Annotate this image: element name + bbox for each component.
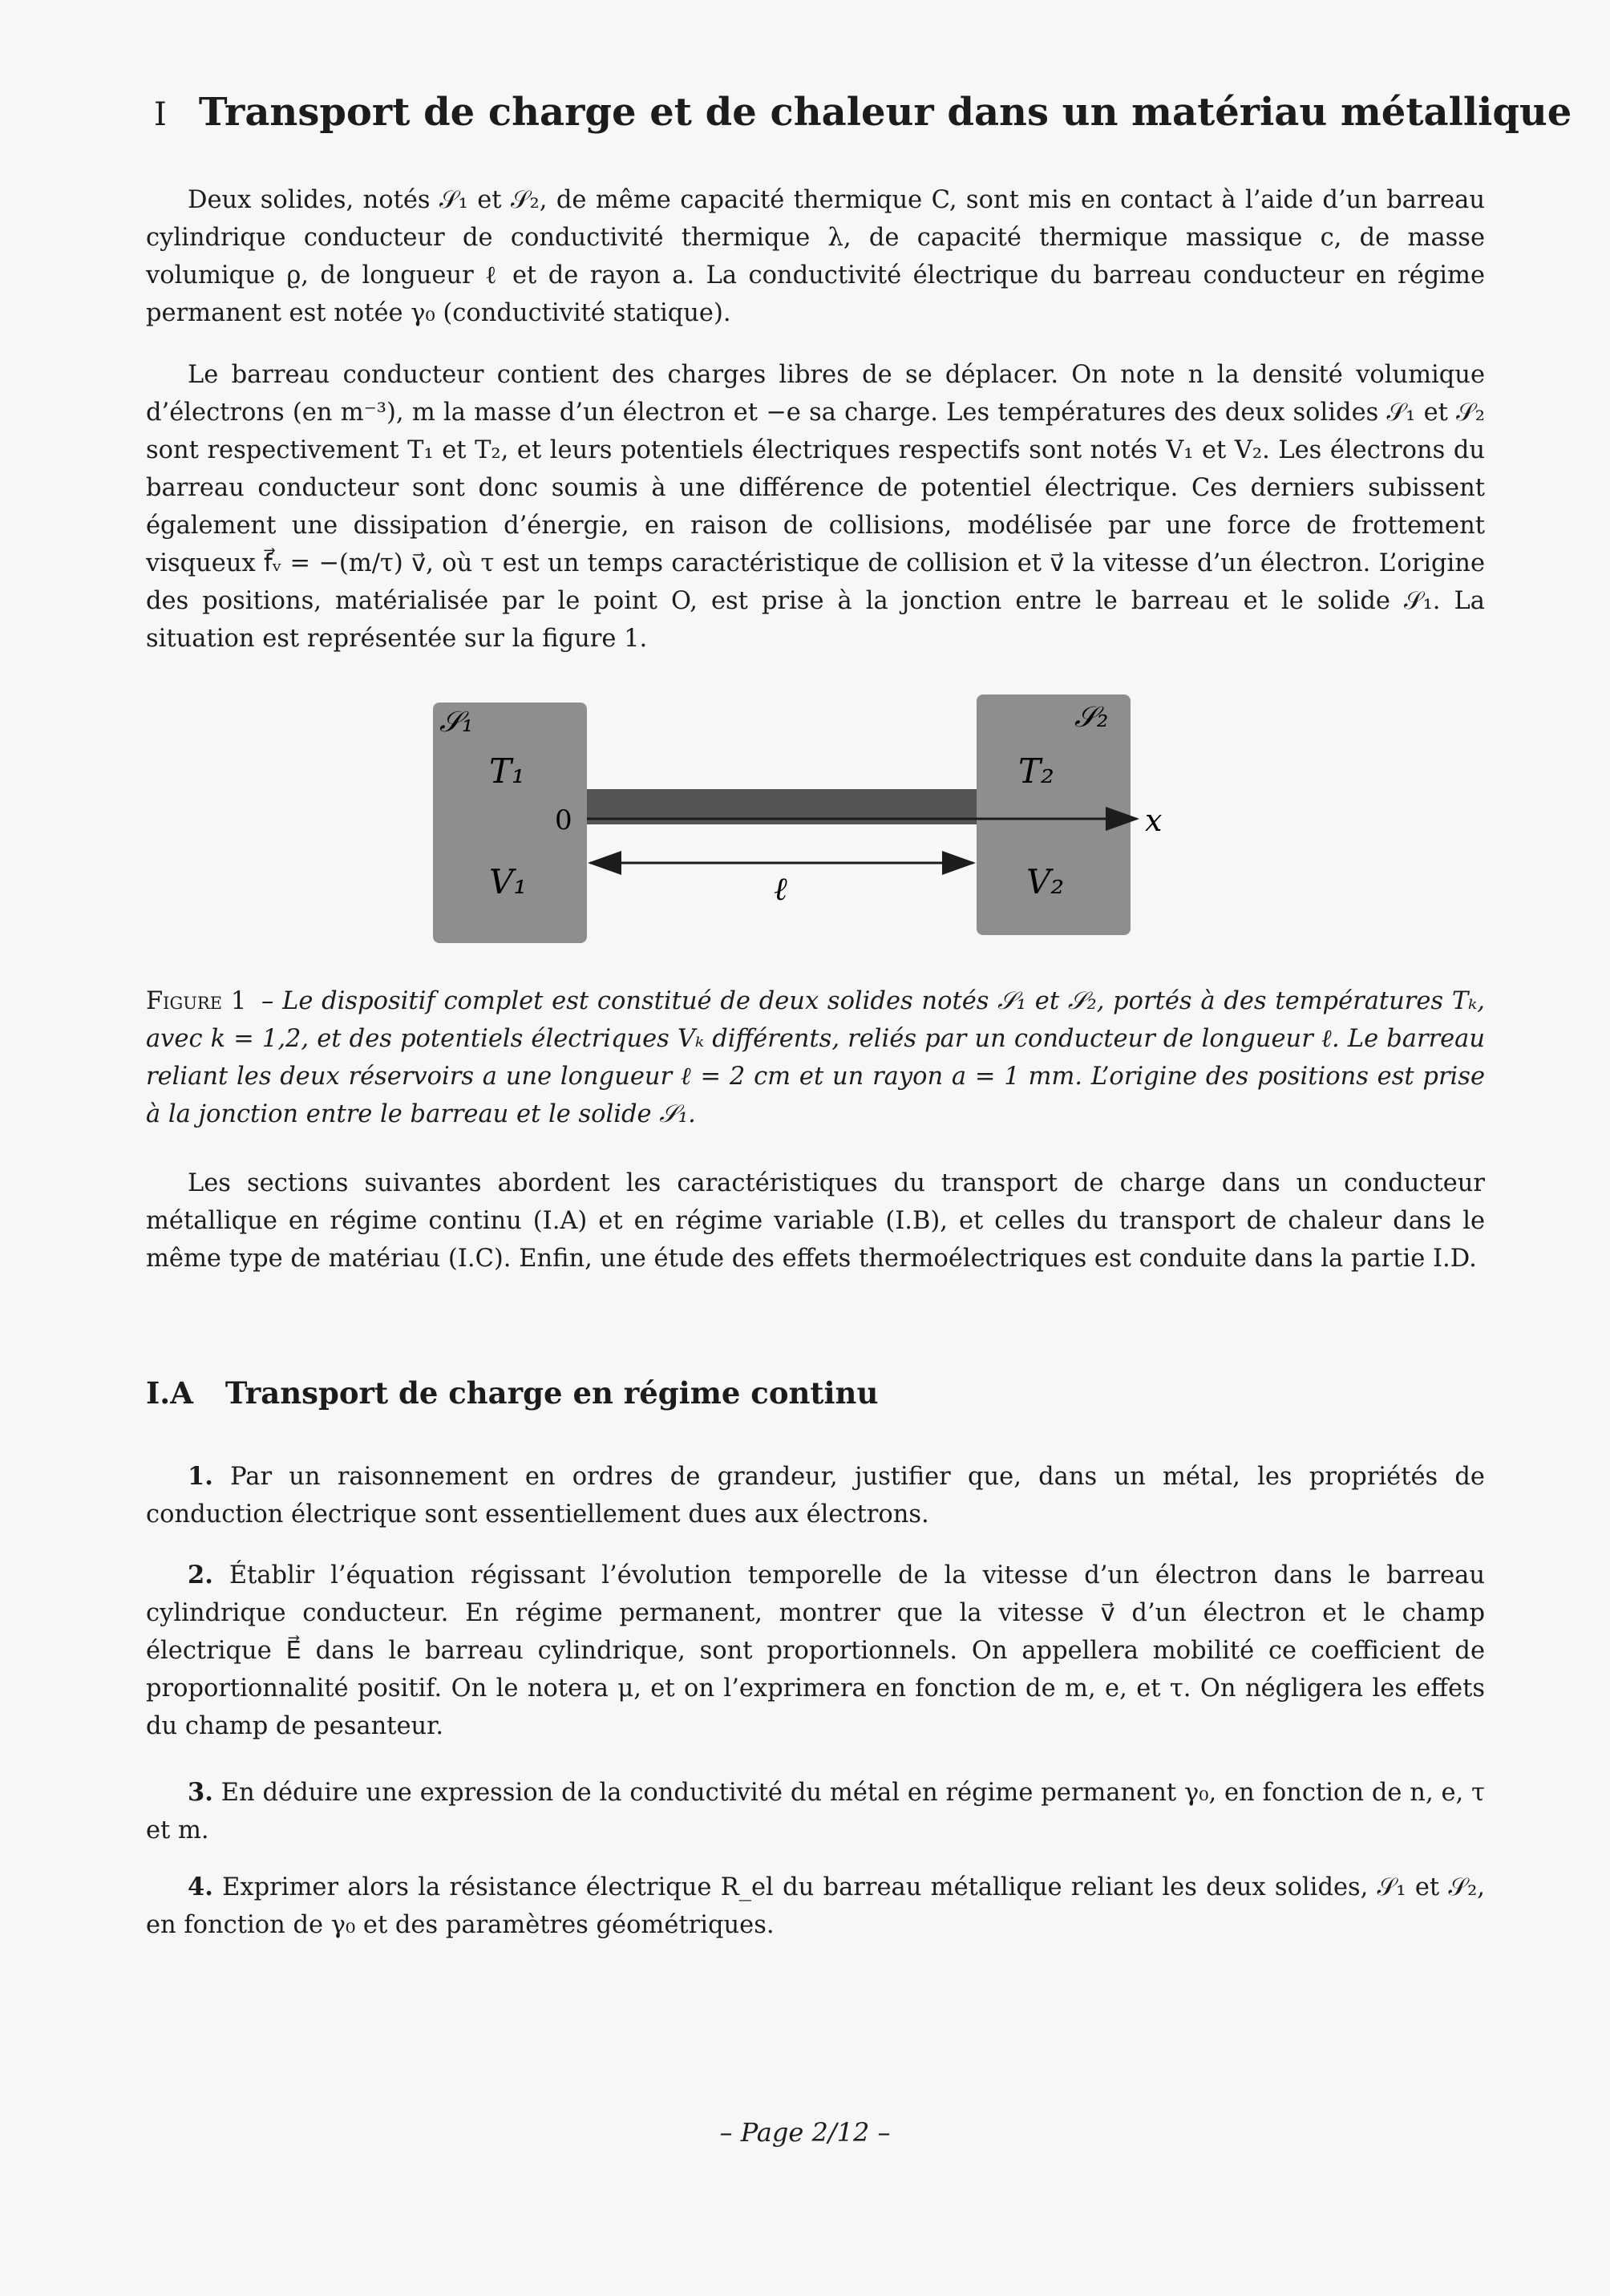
subsection-heading [146,1375,878,1411]
question-number: 3. [188,1778,213,1807]
section-number: I [154,96,167,133]
question-1 [146,1458,1485,1533]
figure-caption [146,982,1485,1133]
question-text: Établir l’équation régissant l’évolution temporelle de la vitesse d’un électron dans le barreau cylindrique conducteur. En régime permanent, montrer que la vitesse v⃗ d’un électron et le champ électrique E⃗ dans le barreau cylindrique, sont proportionnels. On appellera mobilité ce coefficient de proportionnalité positif. On le notera μ, et on l’exprimera en fonction de m, e, et τ. On négligera les effets du champ de pesanteur. [146,1561,1485,1740]
solid-1-label: 𝒮₁ [439,706,474,739]
v2-label: V₂ [1026,862,1065,901]
v1-label: V₁ [489,862,528,901]
caption-label: Figure 1 [146,987,247,1015]
paragraph-1: Deux solides, notés 𝒮₁ et 𝒮₂, de même capacité thermique C, sont mis en contact à l’aide d’un barreau cylindrique conducteur de conductivité thermique λ, de capacité thermique massique c, de masse volumique ϱ, de longueur ℓ et de rayon a. La conductivité électrique du barreau conducteur en régime permanent est notée γ₀ (conductivité statique). [146,186,1485,327]
paragraph-sections-overview: Les sections suivantes abordent les caractéristiques du transport de charge dans un conducteur métallique en régime continu (I.A) et en régime variable (I.B), et celles du transport de chaleur dans le même type de matériau (I.C). Enfin, une étude des effets thermoélectriques est conduite dans la partie I.D. [146,1169,1485,1273]
t1-label: T₁ [489,751,525,791]
question-number: 2. [188,1561,213,1589]
question-number: 4. [188,1873,213,1901]
t2-label: T₂ [1018,751,1054,791]
figure-1 [433,694,1179,943]
subsection-title: Transport de charge en régime continu [225,1375,879,1411]
page-number: – Page 2/12 – [719,2117,891,2148]
question-4 [146,1869,1485,1944]
section-heading [154,90,1572,135]
subsection-number: I.A [146,1375,193,1411]
caption-text: – Le dispositif complet est constitué de deux solides notés 𝒮₁ et 𝒮₂, portés à des températures Tₖ, avec k = 1,2, et des potentiels électriques Vₖ différents, reliés par un conducteur de longueur ℓ. Le barreau reliant les deux réservoirs a une longueur ℓ = 2 cm et un rayon a = 1 mm. L’origine des positions est prise à la jonction entre le barreau et le solide 𝒮₁. [146,987,1485,1128]
question-number: 1. [188,1462,213,1491]
x-axis-label: x [1145,803,1163,838]
question-text: Exprimer alors la résistance électrique R_el du barreau métallique reliant les deux solides, 𝒮₁ et 𝒮₂, en fonction de γ₀ et des paramètres géométriques. [146,1873,1485,1939]
length-label: ℓ [774,871,787,908]
section-title: Transport de charge et de chaleur dans un matériau métallique [198,90,1572,135]
question-3 [146,1774,1485,1849]
question-text: Par un raisonnement en ordres de grandeur, justifier que, dans un métal, les propriétés de conduction électrique sont essentiellement dues aux électrons. [146,1463,1485,1529]
paragraph-2: Le barreau conducteur contient des charges libres de se déplacer. On note n la densité volumique d’électrons (en m⁻³), m la masse d’un électron et −e sa charge. Les températures des deux solides 𝒮₁ et 𝒮₂ sont respectivement T₁ et T₂, et leurs potentiels électriques respectifs sont notés V₁ et V₂. Les électrons du barreau conducteur sont donc soumis à une différence de potentiel électrique. Ces derniers subissent également une dissipation d’énergie, en raison de collisions, modélisée par une force de frottement visqueux f⃗ᵥ = −(m/τ) v⃗, où τ est un temps caractéristique de collision et v⃗ la vitesse d’un électron. L’origine des positions, matérialisée par le point O, est prise à la jonction entre le barreau et le solide 𝒮₁. La situation est représentée sur la figure 1. [146,361,1485,653]
question-2 [146,1557,1485,1745]
question-text: En déduire une expression de la conductivité du métal en régime permanent γ₀, en fonction de n, e, τ et m. [146,1779,1486,1844]
origin-label: 0 [555,804,572,836]
solid-2-label: 𝒮₂ [1074,701,1109,734]
